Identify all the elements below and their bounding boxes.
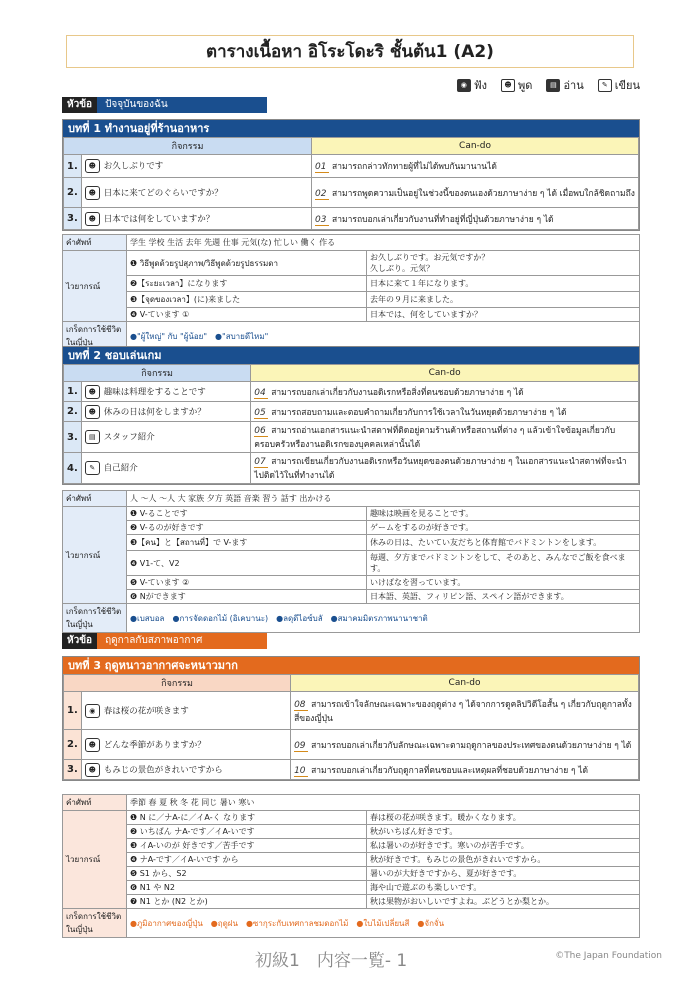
grammar-example: いけばなを習っています。 [367, 576, 640, 590]
grammar-example: お久しぶりです。お元気ですか？ [370, 253, 490, 262]
culture-list: ●เบสบอล ●การจัดดอกไม้ (อิเคบานะ) ●ลดุดีไอซ์บลั ●สมาคมมิตรภาพนานาชาติ [127, 604, 640, 633]
grammar-example: 春は桜の花が咲きます。暖かくなります。 [367, 811, 640, 825]
table-row [64, 730, 639, 760]
topic-header [62, 633, 267, 649]
topic-tag: หัวข้อ [62, 633, 97, 649]
activity-text: 日本では何をしていますか？ [103, 214, 215, 224]
table-row [64, 208, 639, 230]
grammar-example: 趣味は映画を見ることです。 [367, 507, 640, 521]
cando-text: สามารถบอกเล่าเกี่ยวกับงานที่ทำอยู่ที่ญี่ปุ่นด้วยภาษาง่าย ๆ ได้ [332, 214, 554, 225]
activity-header: กิจกรรม [64, 365, 251, 382]
grammar-point: ❷【ระยะเวลา】になります [127, 276, 367, 292]
unit-title: บทที่ 1 ทำงานอยู่ที่ร้านอาหาร [63, 120, 639, 137]
unit-2 [62, 346, 640, 485]
vocab-list: 学生 学校 生活 去年 先週 仕事 元気(な) 忙しい 働く 作る [127, 235, 640, 251]
table-row [64, 402, 639, 422]
vocab-label: คำศัพท์ [63, 235, 127, 251]
culture-list: ●ภูมิอากาศของญี่ปุ่น ●ฤดูฝน ●ซากุระกับเทศกาลชมดอกไม้ ●ใบไม้เปลี่ยนสี ●จักจั่น [127, 909, 640, 938]
cando-number: 06 [254, 426, 268, 437]
grammar-label: ไวยากรณ์ [63, 811, 127, 909]
grammar-example: 久しぶり。元気？ [370, 264, 434, 273]
grammar-point: ❸ イA-いのが 好きです／苦手です [127, 839, 367, 853]
grammar-point: ❶ V-ることです [127, 507, 367, 521]
cando-text: สามารถเขียนเกี่ยวกับงานอดิเรกหรือวันหยุดของตนด้วยภาษาง่าย ๆ ในเอกสารแนะนำสตาฟที่จะนำไปติดไว้ในที่ทำงานได้ [254, 457, 627, 481]
grammar-example: 日本では、何をしていますか？ [367, 308, 640, 322]
speak-icon: ☻ [501, 79, 515, 92]
table-row [64, 453, 639, 484]
activity-text: もみじの景色がきれいですから [103, 765, 223, 775]
culture-label: เกร็ดการใช้ชีวิตในญี่ปุ่น [63, 909, 127, 938]
culture-label: เกร็ดการใช้ชีวิตในญี่ปุ่น [63, 604, 127, 633]
speak-icon: ☻ [85, 212, 100, 226]
activity-number: 2. [64, 178, 82, 208]
page-title: ตารางเนื้อหา อิโระโดะริ ชั้นต้น1 (A2) [66, 35, 634, 68]
topic-tag: หัวข้อ [62, 97, 97, 113]
write-icon: ✎ [598, 79, 612, 92]
grammar-label: ไวยากรณ์ [63, 251, 127, 322]
unit-3-details [62, 794, 640, 938]
grammar-point: ❹ ナA-です／イA-いです から [127, 853, 367, 867]
legend-listen [457, 76, 487, 94]
legend-label: อ่าน [563, 79, 584, 92]
unit-1-details [62, 234, 640, 351]
legend-speak [501, 76, 532, 94]
activity-number: 1. [64, 382, 82, 402]
grammar-label: ไวยากรณ์ [63, 507, 127, 604]
unit-2-details [62, 490, 640, 633]
cando-header: Can-do [291, 675, 639, 692]
vocab-list: 人 ～人 ～人 大 家族 夕方 英語 音楽 習う 話す 出かける [127, 491, 640, 507]
table-row [64, 760, 639, 780]
cando-number: 03 [315, 215, 329, 226]
grammar-point: ❸【คน】と【สถานที่】で V-ます [127, 535, 367, 551]
grammar-point: ❼ N1 とか (N2 とか) [127, 895, 367, 909]
cando-text: สามารถสอบถามและตอบคำถามเกี่ยวกับการใช้เวลาในวันหยุดด้วยภาษาง่าย ๆ ได้ [271, 407, 567, 418]
speak-icon: ☻ [85, 159, 100, 173]
read-icon: ▤ [85, 430, 100, 444]
grammar-example: 秋がいちばん好きです。 [367, 825, 640, 839]
cando-text: สามารถบอกเล่าเกี่ยวกับลักษณะเฉพาะตามฤดูกาลของประเทศของตนด้วยภาษาง่าย ๆ ได้ [311, 740, 632, 751]
legend-write [598, 76, 640, 94]
culture-list: ●"ผู้ใหญ่" กับ "ผู้น้อย" ●"สบายดีไหม" [127, 322, 640, 351]
grammar-example: 日本語、英語、フィリピン語、スペイン語ができます。 [367, 590, 640, 604]
cando-text: สามารถพูดความเป็นอยู่ในช่วงนี้ของตนเองด้วยภาษาง่าย ๆ ได้ เมื่อพบใกล้ชิดถามถึง [332, 188, 635, 199]
table-row [64, 382, 639, 402]
cando-number: 05 [254, 408, 268, 419]
grammar-point: ❶ วิธีพูดด้วยรูปสุภาพ/วิธีพูดด้วยรูปธรรมดา [127, 251, 367, 276]
activity-number: 3. [64, 208, 82, 230]
cando-number: 01 [315, 162, 329, 173]
grammar-point: ❸【จุดของเวลา】(に)来ました [127, 292, 367, 308]
grammar-example: ゲームをするのが好きです。 [367, 521, 640, 535]
grammar-point: ❷ V-るのが好きです [127, 521, 367, 535]
topic-name: ฤดูกาลกับสภาพอากาศ [97, 633, 267, 649]
listen-icon: ◉ [85, 704, 100, 718]
cando-text: สามารถบอกเล่าเกี่ยวกับฤดูกาลที่ตนชอบและเหตุผลที่ชอบด้วยภาษาง่าย ๆ ได้ [311, 765, 589, 776]
cando-number: 02 [315, 189, 329, 200]
activity-text: 春は桜の花が咲きます [103, 706, 189, 716]
cando-text: สามารถบอกเล่าเกี่ยวกับงานอดิเรกหรือสิ่งที่ตนชอบด้วยภาษาง่าย ๆ ได้ [271, 387, 524, 398]
activity-text: 休みの日は何をしますか？ [103, 407, 206, 417]
grammar-example: 秋が好きです。もみじの景色がきれいですから。 [367, 853, 640, 867]
activity-text: お久しぶりです [103, 161, 164, 172]
activity-number: 3. [64, 422, 82, 453]
activity-text: どんな季節がありますか？ [103, 740, 206, 750]
legend-label: พูด [518, 79, 533, 92]
cando-number: 07 [254, 457, 268, 468]
grammar-point: ❹ V1-て、V2 [127, 551, 367, 576]
activity-text: 趣味は料理をすることです [103, 387, 206, 397]
cando-header: Can-do [312, 138, 639, 155]
grammar-example: 去年の９月に来ました。 [367, 292, 640, 308]
skill-legend [457, 76, 640, 94]
cando-number: 08 [294, 700, 308, 711]
cando-text: สามารถเข้าใจลักษณะเฉพาะของฤดูต่าง ๆ ได้จากการดูคลิปวิดีโอสั้น ๆ เกี่ยวกับฤดูกาลทั้งสี่ของญี่ปุ่น [294, 699, 632, 724]
activity-number: 2. [64, 402, 82, 422]
vocab-label: คำศัพท์ [63, 795, 127, 811]
grammar-point: ❷ いちばん ナA-です／イA-いです [127, 825, 367, 839]
speak-icon: ☻ [85, 763, 100, 777]
table-row [64, 692, 639, 730]
cando-number: 09 [294, 741, 308, 752]
page-footer: 初級1 内容一覧- 1 [255, 951, 408, 971]
listen-icon: ◉ [457, 79, 471, 92]
cando-text: สามารถอ่านเอกสารแนะนำสตาฟที่ติดอยู่ตามร้านค้าหรือสถานที่ต่าง ๆ แล้วเข้าใจข้อมูลเกี่ยวกับครอบครัวหรืองานอดิเรกของบุคคลเหล่านั้นได้ [254, 426, 616, 450]
legend-label: ฟัง [473, 79, 488, 92]
grammar-point: ❺ V-ています ② [127, 576, 367, 590]
vocab-label: คำศัพท์ [63, 491, 127, 507]
table-row [64, 155, 639, 178]
grammar-point: ❻ Nができます [127, 590, 367, 604]
activity-number: 2. [64, 730, 82, 760]
grammar-example: 日本に来て１年になります。 [367, 276, 640, 292]
activity-header: กิจกรรม [64, 138, 312, 155]
activity-number: 1. [64, 692, 82, 730]
grammar-point: ❹ V-ています ① [127, 308, 367, 322]
copyright: ©The Japan Foundation [555, 951, 662, 961]
activity-text: 自己紹介 [103, 463, 138, 474]
grammar-example: 暑いのが大好きですから、夏が好きです。 [367, 867, 640, 881]
write-icon: ✎ [85, 461, 100, 475]
grammar-point: ❻ N1 や N2 [127, 881, 367, 895]
topic-header [62, 97, 267, 113]
grammar-point: ❺ S1 から、S2 [127, 867, 367, 881]
grammar-example: 私は暑いのが好きです。寒いのが苦手です。 [367, 839, 640, 853]
grammar-example: 休みの日は、たいてい友だちと体育館でバドミントンをします。 [367, 535, 640, 551]
grammar-example: 毎週、夕方までバドミントンをして、そのあと、みんなでご飯を食べます。 [367, 551, 640, 576]
grammar-point: ❶ N に／ナA-に／イA-く なります [127, 811, 367, 825]
speak-icon: ☻ [85, 738, 100, 752]
culture-label: เกร็ดการใช้ชีวิตในญี่ปุ่น [63, 322, 127, 351]
legend-label: เขียน [614, 79, 640, 92]
read-icon: ▤ [546, 79, 560, 92]
activity-number: 3. [64, 760, 82, 780]
unit-3 [62, 656, 640, 781]
speak-icon: ☻ [85, 385, 100, 399]
unit-1 [62, 119, 640, 231]
vocab-list: 季節 春 夏 秋 冬 花 同じ 暑い 寒い [127, 795, 640, 811]
activity-text: 日本に来てどのぐらいですか？ [103, 188, 223, 198]
grammar-example: 海や山で遊ぶのも楽しいです。 [367, 881, 640, 895]
grammar-example: 秋は果物がおいしいですよね。ぶどうとか梨とか。 [367, 895, 640, 909]
cando-number: 10 [294, 766, 308, 777]
unit-title: บทที่ 2 ชอบเล่นเกม [63, 347, 639, 364]
legend-read [546, 76, 583, 94]
activity-number: 4. [64, 453, 82, 484]
speak-icon: ☻ [85, 405, 100, 419]
cando-header: Can-do [251, 365, 639, 382]
table-row [64, 178, 639, 208]
speak-icon: ☻ [85, 186, 100, 200]
activity-number: 1. [64, 155, 82, 178]
activity-header: กิจกรรม [64, 675, 291, 692]
activity-text: スタッフ紹介 [103, 432, 155, 443]
cando-text: สามารถกล่าวทักทายผู้ที่ไม่ได้พบกันมานานได้ [332, 162, 497, 172]
cando-number: 04 [254, 388, 268, 399]
unit-title: บทที่ 3 ฤดูหนาวอากาศจะหนาวมาก [63, 657, 639, 674]
topic-name: ปัจจุบันของฉัน [97, 97, 267, 113]
table-row [64, 422, 639, 453]
